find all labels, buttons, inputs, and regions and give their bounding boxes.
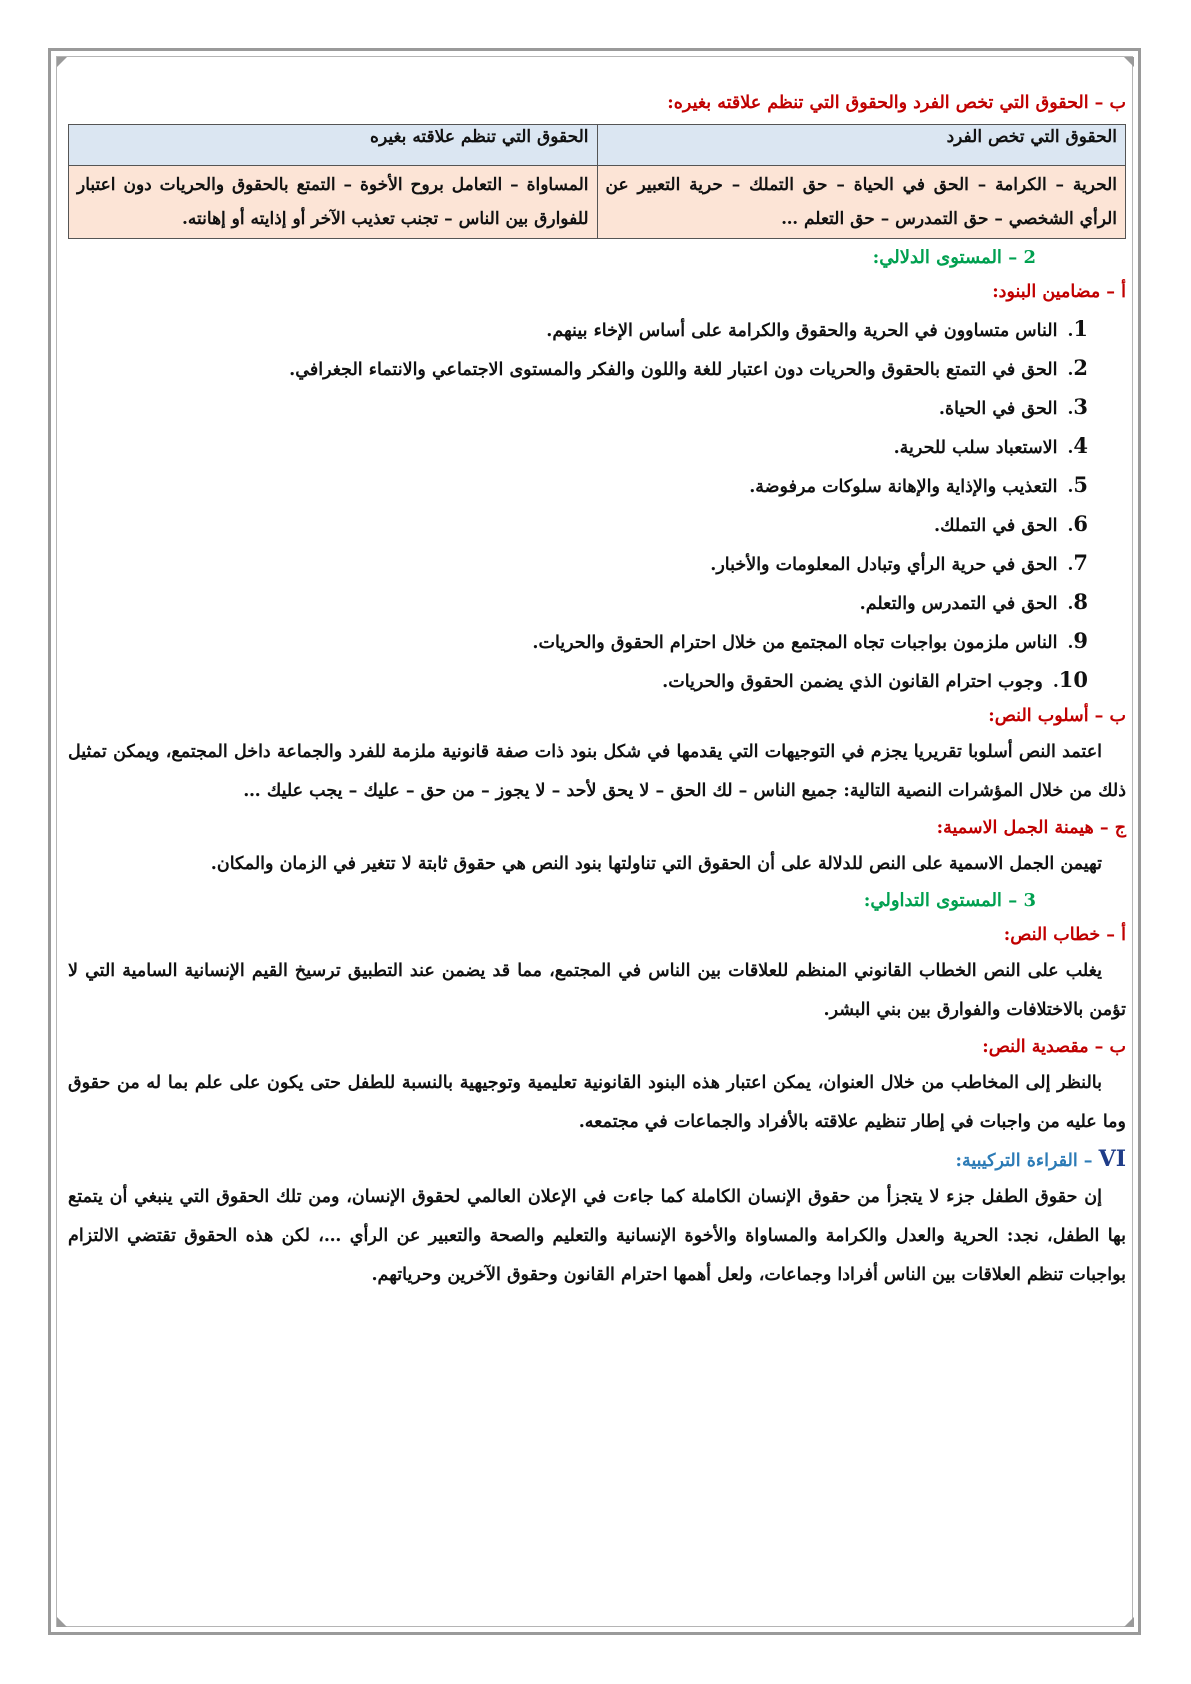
list-item: 5.التعذيب والإذاية والإهانة سلوكات مرفوضة. [68,465,1088,504]
list-item: 6.الحق في التملك. [68,504,1088,543]
style-paragraph: اعتمد النص أسلوبا تقريريا يجزم في التوجيهات التي يقدمها في شكل بنود ذات صفة قانونية ملزمة للفرد والجماعة داخل المجتمع، ويمكن تمثيل ذلك من خلال المؤشرات النصية التالية: جميع الناس – لك الحق – لا يحق لأحد – لا يجوز – من حق – عليك – يجب عليك … [68,742,1126,801]
item-number: 5 [1073,472,1088,497]
item-text: الحق في التمدرس والتعلم. [859,594,1058,614]
list-item: 2.الحق في التمتع بالحقوق والحريات دون اعتبار للغة واللون والفكر والمستوى الاجتماعي والانتماء الجغرافي. [68,348,1088,387]
item-number: 4 [1073,433,1088,458]
item-text: الحق في حرية الرأي وتبادل المعلومات والأخبار. [710,555,1058,575]
nominal-sentences-paragraph: تهيمن الجمل الاسمية على النص للدلالة على أن الحقوق التي تناولتها بنود النص هي حقوق ثابتة لا تتغير في الزمان والمكان. [210,854,1102,874]
table-header-relations: الحقوق التي تنظم علاقته بغيره [69,125,598,166]
item-number: 9 [1073,628,1088,653]
item-number: 7 [1073,550,1088,575]
item-text: الناس ملزمون بواجبات تجاه المجتمع من خلال احترام الحقوق والحريات. [532,633,1058,653]
item-text: الناس متساوون في الحرية والحقوق والكرامة على أساس الإخاء بينهم. [546,321,1058,341]
corner-ornament [57,57,67,67]
section-b-heading: ب – الحقوق التي تخص الفرد والحقوق التي تنظم علاقته بغيره: [667,93,1126,113]
item-number: 6 [1073,511,1088,536]
table-header-individual: الحقوق التي تخص الفرد [597,125,1126,166]
discourse-heading: أ – خطاب النص: [1003,925,1126,945]
item-text: وجوب احترام القانون الذي يضمن الحقوق والحريات. [662,672,1043,692]
synthesis-number: VI [1098,1146,1126,1172]
level-3-heading: 3 – المستوى التداولي: [863,890,1036,911]
discourse-paragraph: يغلب على النص الخطاب القانوني المنظم للعلاقات بين الناس في المجتمع، مما قد يضمن عند التطبيق ترسيخ القيم الإنسانية السامية التي لا تؤمن بالاختلافات والفوارق بين بني البشر. [68,961,1126,1020]
item-text: الاستعباد سلب للحرية. [893,438,1058,458]
rights-table [68,124,1126,239]
table-header-row [69,125,1126,166]
item-number: 8 [1073,589,1088,614]
item-number: 3 [1073,394,1088,419]
item-number: 1 [1073,316,1088,341]
item-text: الحق في التمتع بالحقوق والحريات دون اعتبار للغة واللون والفكر والمستوى الاجتماعي والانتماء الجغرافي. [289,360,1058,380]
intent-paragraph: بالنظر إلى المخاطب من خلال العنوان، يمكن اعتبار هذه البنود القانونية تعليمية وتوجيهية بالنسبة للطفل حتى يكون على علم بما له من حقوق وما عليه من واجبات في إطار تنظيم علاقته بالأفراد والجماعات في مجتمعه. [68,1073,1126,1132]
synthesis-heading [68,1142,1126,1178]
list-item: 4.الاستعباد سلب للحرية. [68,426,1088,465]
corner-ornament [1124,57,1134,67]
style-heading: ب – أسلوب النص: [988,706,1126,726]
item-text: الحق في التملك. [934,516,1058,536]
list-item: 9.الناس ملزمون بواجبات تجاه المجتمع من خلال احترام الحقوق والحريات. [68,621,1088,660]
synthesis-title: – القراءة التركيبية: [955,1151,1093,1171]
contents-heading: أ – مضامين البنود: [992,282,1126,302]
corner-ornament [1124,1617,1134,1627]
list-item: 10.وجوب احترام القانون الذي يضمن الحقوق والحريات. [68,660,1088,699]
nominal-sentences-heading: ج – هيمنة الجمل الاسمية: [936,818,1126,838]
table-row [69,166,1126,239]
level-2-heading: 2 – المستوى الدلالي: [872,247,1036,268]
item-text: التعذيب والإذاية والإهانة سلوكات مرفوضة. [749,477,1058,497]
table-cell-relations: المساواة – التعامل بروح الأخوة – التمتع بالحقوق والحريات دون اعتبار للفوارق بين الناس – تجنب تعذيب الآخر أو إذايته أو إهانته. [69,166,598,239]
item-number: 10 [1058,667,1088,692]
synthesis-paragraph: إن حقوق الطفل جزء لا يتجزأ من حقوق الإنسان الكاملة كما جاءت في الإعلان العالمي لحقوق الإنسان، ومن تلك الحقوق التي ينبغي أن يتمتع بها الطفل، نجد: الحرية والعدل والكرامة والمساواة والأخوة الإنسانية والتعليم والصحة والتعبير عن الرأي …، لكن هذه الحقوق تقتضي الالتزام بواجبات تنظم العلاقات بين الناس أفرادا وجماعات، ولعل أهمها احترام القانون وحقوق الآخرين وحرياتهم. [68,1187,1126,1285]
corner-ornament [57,1617,67,1627]
list-item: 3.الحق في الحياة. [68,387,1088,426]
list-item: 1.الناس متساوون في الحرية والحقوق والكرامة على أساس الإخاء بينهم. [68,309,1088,348]
item-text: الحق في الحياة. [938,399,1058,419]
table-cell-individual: الحرية – الكرامة – الحق في الحياة – حق التملك – حرية التعبير عن الرأي الشخصي – حق التمدرس – حق التعلم … [597,166,1126,239]
list-item: 7.الحق في حرية الرأي وتبادل المعلومات والأخبار. [68,543,1088,582]
document-body [68,86,1126,1295]
item-number: 2 [1073,355,1088,380]
list-item: 8.الحق في التمدرس والتعلم. [68,582,1088,621]
intent-heading: ب – مقصدية النص: [982,1037,1126,1057]
articles-list [68,309,1126,699]
